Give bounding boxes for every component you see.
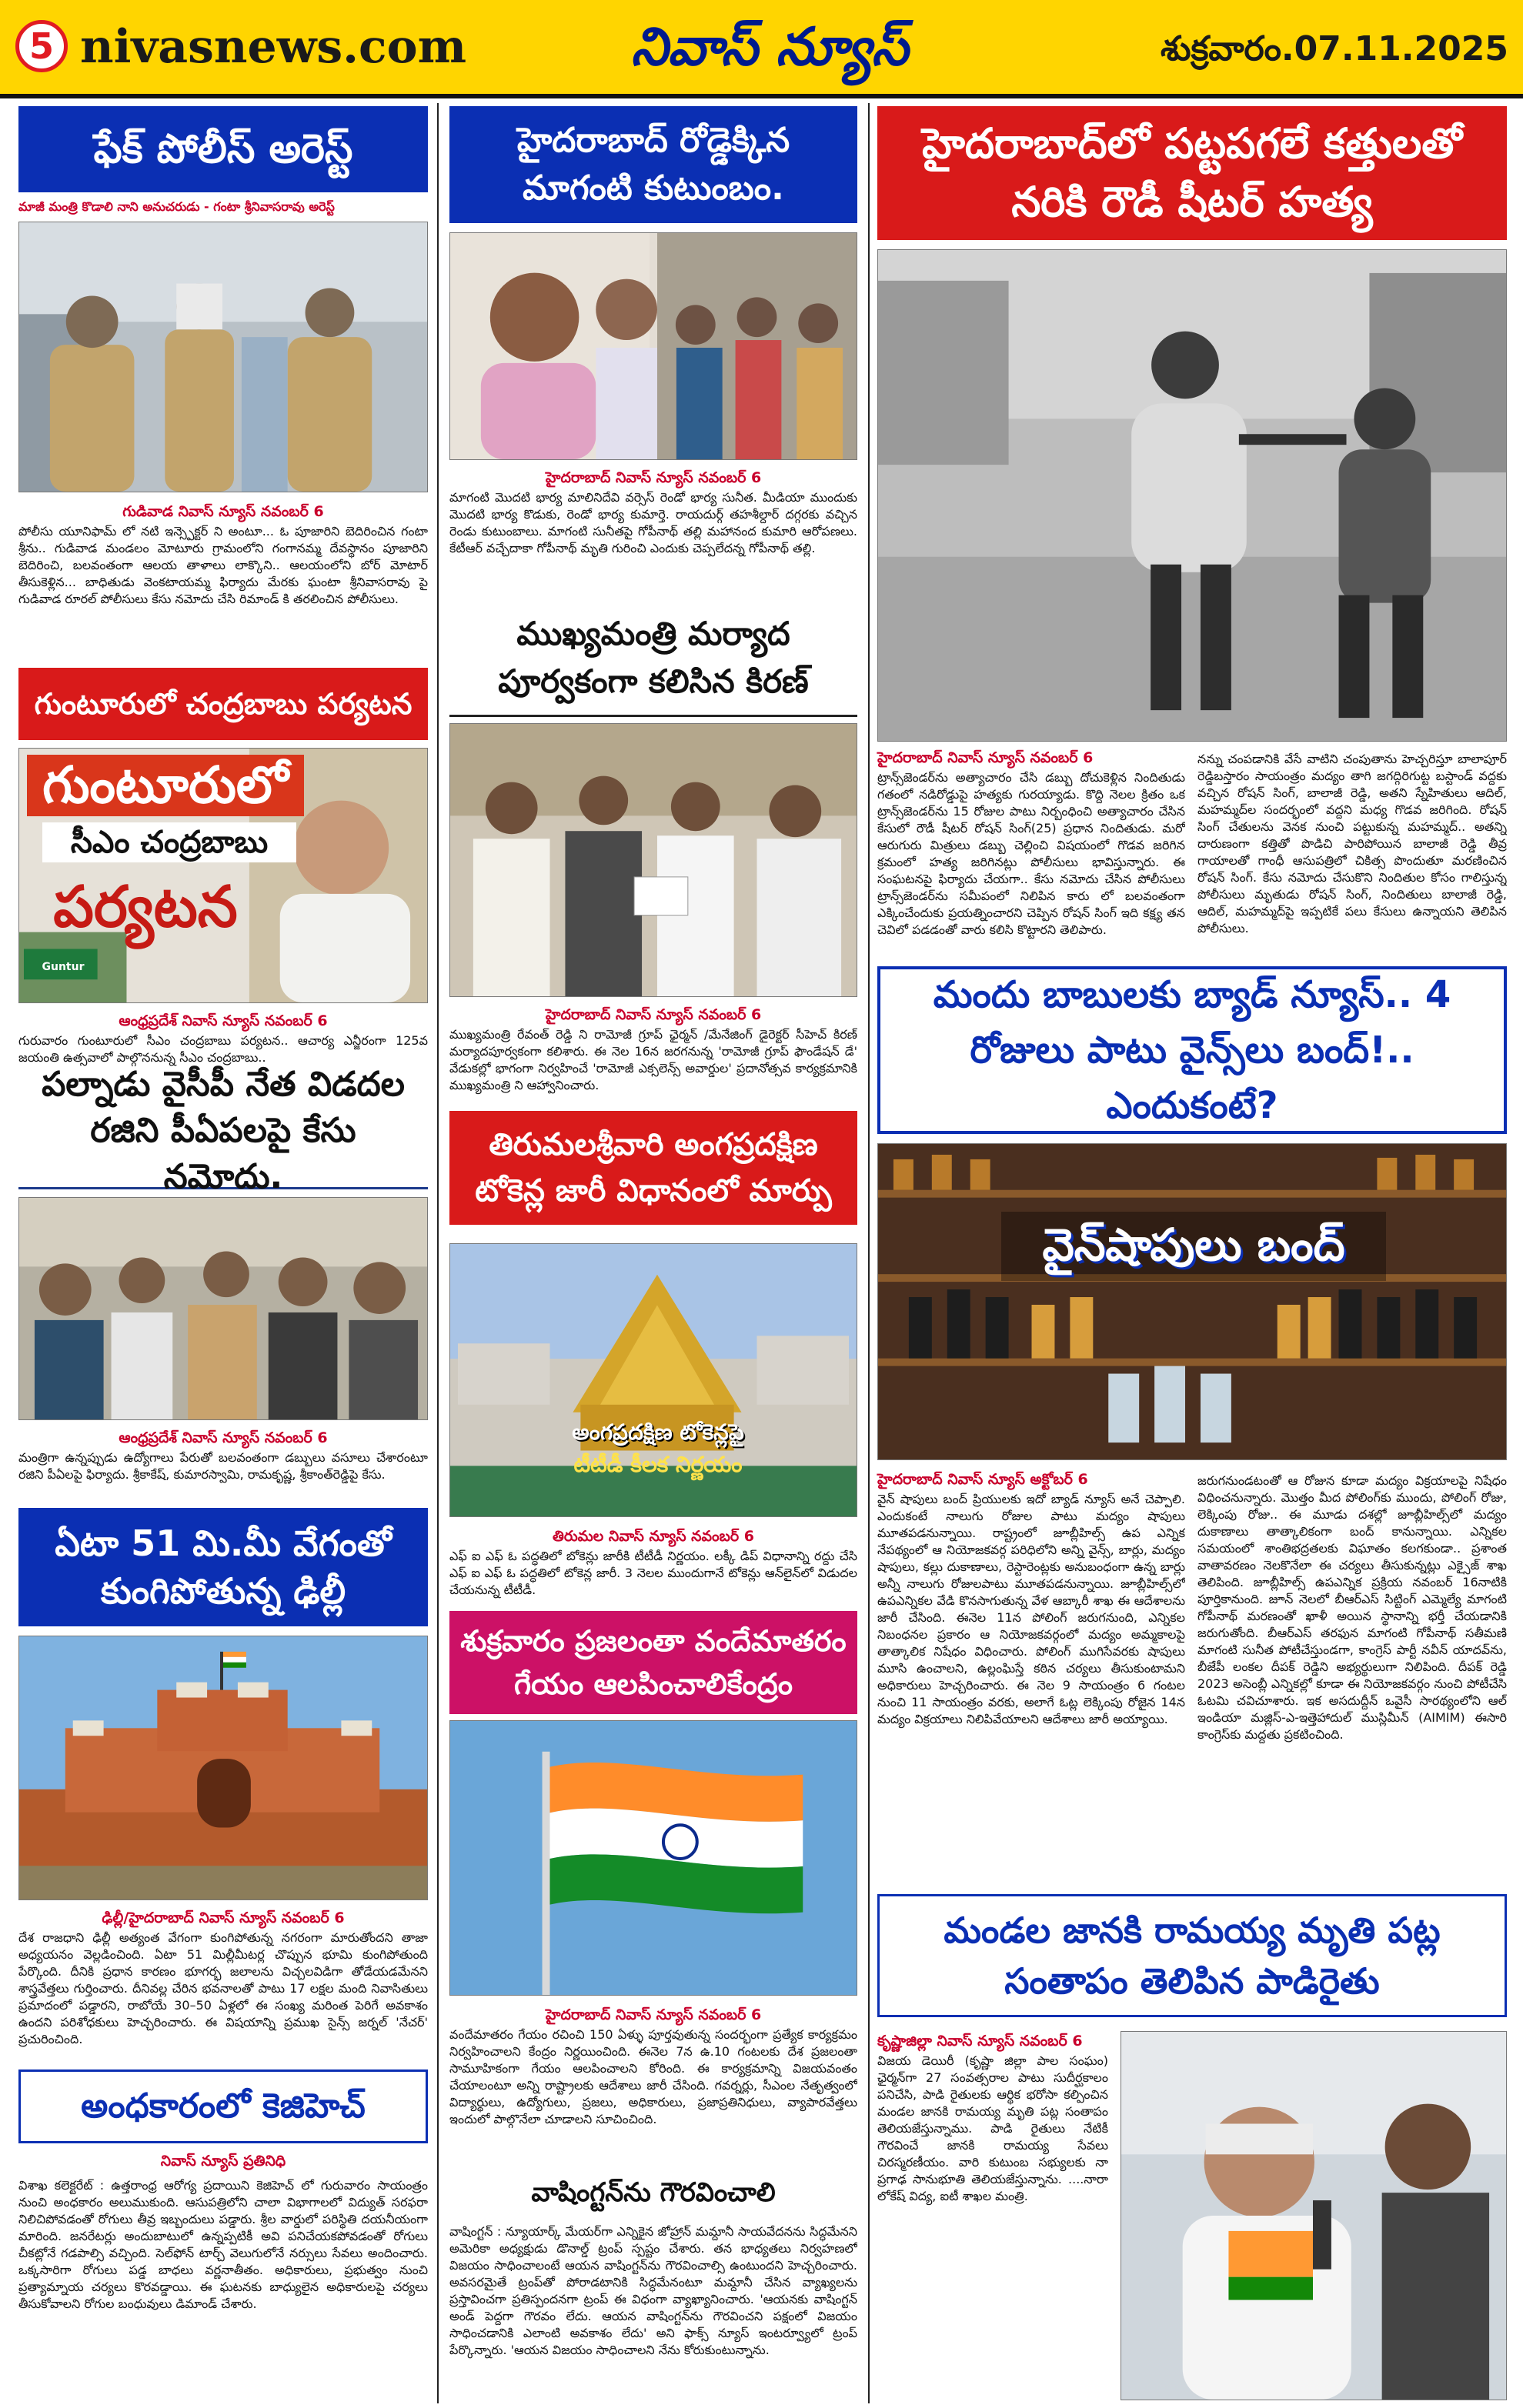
- paper-name-logo: నివాస్ న్యూస్: [630, 17, 909, 78]
- headline-guntur[interactable]: గుంటూరులో చంద్రబాబు పర్యటన: [18, 668, 428, 740]
- photo-text-guntur: గుంటూరులో: [27, 755, 304, 816]
- byline-ramaiah: కృష్ణాజిల్లా నివాస్ న్యూస్ నవంబర్ 6: [877, 2033, 1083, 2049]
- subtitle-fake-police: మాజీ మంత్రి కొడాలి నాని అనుచరుడు - గంటా శ్రీనివాసరావు అరెస్ట్: [18, 199, 335, 214]
- body-kgh: విశాఖ కలెక్టరేట్ : ఉత్తరాంధ్ర ఆరోగ్య ప్రదాయిని కెజిహెచ్ లో గురువారం సాయంత్రం నుంచి అంధకారం అలుముకుంది. ఆసుపత్రిలోని చాలా విభాగాలలో విద్యుత్ సరఫరా నిలిచిపోవడంతో రోగులు తీవ్ర ఇబ్బందులు పడ్డారు. శ్రీల వార్డులో పరిస్థితి దయనీయంగా మారింది. జనరేటర్లు అందుబాటులో ఉన్నప్పటికీ అవి పనిచేయకపోవడంతో రోగులు చీకట్లోనే గడపాల్సి వచ్చింది. సెల్‌ఫోన్ టార్చ్ వెలుగులోనే నర్సులు సేవలు అందించారు. ఒక్కసారిగా రోగులు పడ్డ బాధలు వర్ణనాతీతం. అధికారులు, ప్రభుత్వం నుంచి ప్రత్యామ్నాయ చర్యలు కొరవడ్డాయి. ఈ ఘటనకు బాధ్యులైన అధికారులపై చర్యలు తీసుకోవాలని రోగుల బంధువులు డిమాండ్ చేశారు.: [18, 2178, 428, 2311]
- headline-kgh[interactable]: అంధకారంలో కెజిహెచ్: [18, 2069, 428, 2143]
- body-fake-police: పోలీసు యూనిఫామ్ లో నటి ఇన్స్పెక్టర్ ని అంటూ... ఓ పూజారిని బెదిరించిన గంటా శ్రీను.. గుడివాడ మండలం మోటూరు గ్రామంలోని గంగానమ్మ దేవస్థానం పూజారిని బెదిరించి, బలవంతంగా ఆలయ తాళాలు లాక్కొని.. ఆలయంలోని బోర్ మోటార్ తీసుకెళ్లిన... బాధితుడు వెంకటాయమ్మ ఫిర్యాదు మేరకు ఘంటా శ్రీనివాసరావు పై గుడివాడ రూరల్ పోలీసులు కేసు నమోదు చేసి రిమాండ్ కి తరలించిన పోలీసులు.: [18, 524, 428, 606]
- byline-maganti: హైదరాబాద్ నివాస్ న్యూస్ నవంబర్ 6: [545, 469, 762, 486]
- photo-hyderabad-murder: [877, 249, 1507, 742]
- photo-tirumala: [449, 1243, 857, 1517]
- headline-vandemataram[interactable]: శుక్రవారం ప్రజలంతా వందేమాతరం గేయం ఆలపించాలికేంద్రం: [449, 1611, 857, 1714]
- photo-wineshop: [877, 1143, 1507, 1460]
- column-divider: [437, 103, 439, 2403]
- photo-text-tirumala-1: అంగప్రదక్షిణ టోకెన్లపై: [572, 1419, 744, 1445]
- body-maganti: మాగంటి మొదటి భార్య మాలినిదేవి వర్సెస్ రెండో భార్య సునీత. మీడియా ముందుకు మొదటి భార్య కొడుకు, రెండో భార్య కుమార్తె. రాయదుర్గ్ తహశీల్దార్ దగ్గరకు వచ్చిన రెండు కుటుంబాలు. మాగంటి సునీతపై గోపీనాథ్ తల్లి మహానంద కుమారి ఆరోపణలు. కేటీఆర్ వచ్చేదాకా గోపీనాథ్ మృతి గురించి ఎందుకు చెప్పలేదన్న గోపీనాథ్ తల్లి.: [449, 490, 857, 555]
- body-hyderabad-murder-left: ట్రాన్స్‌జెండర్‌ను అత్యాచారం చేసి డబ్బు దోచుకెళ్లిన నిందితుడు గతంలో నడిరోడ్డుపై హత్యకు గురయ్యాడు. కొద్ది నెలల క్రితం ఒక ట్రాన్స్‌జెండర్‌ను 15 రోజుల పాటు నిర్బంధించి అత్యాచారం చేసిన కేసులో రౌడీ షీటర్ రోషన్ సింగ్(25) ప్రధాన నిందితుడు. మరో ఆరుగురు మిత్రులు డబ్బు చెల్లించి విషయంలో గొడవ జరిగిన క్రమంలో హత్య జరిగినట్లు పోలీసులు భావిస్తున్నారు. ఈ సంఘటనపై ఫిర్యాదు చేయగా.. కేసు నమోదు చేసిన పోలీసులు ట్రాన్స్‌జెండర్‌ను సమీపంలో నిలిపిన కారు లో బలవంతంగా ఎక్కించేందుకు ప్రయత్నించారని చెప్పిన రోషన్ సింగ్ ఇది కక్ష్య తన చెవిలో పడడంతో వారు కలిసి కొట్టారని తెలిపారు.: [877, 770, 1185, 937]
- photo-text-cm: సీఎం చంద్రబాబు: [42, 822, 296, 862]
- headline-wines[interactable]: మందు బాబులకు బ్యాడ్ న్యూస్.. 4 రోజులు పాటు వైన్స్‌లు బంద్!.. ఎందుకంటే?: [877, 966, 1507, 1134]
- issue-date: శుక్రవారం.07.11.2025: [1161, 29, 1508, 68]
- photo-red-fort: [18, 1636, 428, 1900]
- headline-tirumala[interactable]: తిరుమలశ్రీవారి అంగప్రదక్షిణ టోకెన్ల జారీ విధానంలో మార్పు: [449, 1111, 857, 1225]
- page-number-badge: 5: [15, 20, 68, 72]
- headline-palnadu[interactable]: పల్నాడు వైసీపీ నేత విడదల రజిని పీఏపలపై కేసు నమోదు.: [18, 1074, 428, 1189]
- byline-vandemataram: హైదరాబాద్ నివాస్ న్యూస్ నవంబర్ 6: [545, 2006, 762, 2023]
- photo-flag: [449, 1720, 857, 1996]
- headline-hyderabad-murder[interactable]: హైదరాబాద్‌లో పట్టపగలే కత్తులతో నరికి రౌడీ షీటర్ హత్య: [877, 106, 1507, 240]
- photo-text-tirumala-2: టీటీడీ కీలక నిర్ణయం: [573, 1452, 743, 1477]
- headline-kiran[interactable]: ముఖ్యమంత్రి మర్యాద పూర్వకంగా కలిసిన కిరణ్: [449, 600, 857, 717]
- body-hyderabad-murder-right: నన్ను చంపడానికి వేసే వాటిని చంపుతాను హెచ్చరిస్తూ బాలాపూర్ రెడ్డిబస్తారం సాయంత్రం మద్యం తాగి జగద్గిరిగుట్ట బస్టాండ్ వద్దకు వచ్చిన రోషన్ సింగ్, బాలాజీ రెడ్డి, అతని స్నేహితులు ఆదిల్, మహమ్మద్‌ల సందర్భంలో వద్దని మధ్య గొడవ జరిగింది. రోషన్ సింగ్ చేతులను వెనక నుంచి పట్టుకున్న మహమ్మద్.. అతన్ని దారుణంగా కత్తితో పొడిచి పారిపోయిన బాలాజీ రెడ్డి తీవ్ర గాయాలతో గాంధీ ఆసుపత్రిలో చికిత్స పొందుతూ మరణించిన రోషన్ సింగ్. కేసు నమోదు చేసుకొని నిందితుల కోసం గాలిస్తున్న పోలీసులు మృతుడు రోషన్ సింగ్, నిందితులు బాలాజీ రెడ్డి, ఆదిల్, మహమ్మద్‌పై ఇప్పటికే పలు కేసులు ఉన్నాయని తెలిపిన పోలీసులు.: [1197, 752, 1507, 936]
- headline-ramaiah[interactable]: మండల జానకి రామయ్య మృతి పట్ల సంతాపం తెలిపిన పాడిరైతు: [877, 1894, 1507, 2017]
- photo-text-wineshop: వైన్‌షాపులు బంద్: [1001, 1212, 1386, 1281]
- byline-palnadu: ఆంధ్రప్రదేశ్ నివాస్ న్యూస్ నవంబర్ 6: [119, 1429, 328, 1446]
- headline-washington[interactable]: వాషింగ్టన్‌ను గౌరవించాలి: [449, 2168, 857, 2217]
- byline-wines: హైదరాబాద్ నివాస్ న్యూస్ అక్టోబర్ 6: [877, 1471, 1088, 1488]
- body-kiran: ముఖ్యమంత్రి రేవంత్ రెడ్డి ని రామోజీ గ్రూప్ ఛైర్మన్ /మేనేజింగ్ డైరెక్టర్ సీహెచ్ కిరణ్ మర్యాదపూర్వకంగా కలిశారు. ఈ నెల 16న జరగనున్న 'రామోజీ గ్రూప్ ఫౌండేషన్ డే' వేడుకల్లో భాగంగా నిర్వహించే 'రామోజీ ఎక్సలెన్స్ అవార్డుల' ప్రదానోత్సవ కార్యక్రమానికి ముఖ్యమంత్రి ని ఆహ్వానించారు.: [449, 1027, 857, 1092]
- photo-text-tour: పర్యటన: [53, 874, 238, 940]
- byline-delhi: ఢిల్లీ/హైదరాబాద్ నివాస్ న్యూస్ నవంబర్ 6: [102, 1909, 345, 1926]
- headline-fake-police[interactable]: ఫేక్ పోలీస్ అరెస్ట్: [18, 106, 428, 192]
- headline-delhi[interactable]: ఏటా 51 మి.మీ వేగంతో కుంగిపోతున్న ఢిల్లీ: [18, 1508, 428, 1626]
- body-vandemataram: వందేమాతరం గేయం రచించి 150 ఏళ్ళు పూర్తవుతున్న సందర్భంగా ప్రత్యేక కార్యక్రమం నిర్వహించాలని కేంద్రం నిర్ణయించింది. ఈనెల 7న ఉ.10 గంటలకు దేశ ప్రజలంతా సామూహికంగా గేయం ఆలపించాలని కోరింది. ఈ కార్యక్రమాన్ని విజయవంతం చేయాలంటూ అన్ని రాష్ట్రాలకు ఆదేశాలు జారీ చేసింది. గవర్నర్లు, సీఎంల నేతృత్వంలో విద్యార్థులు, ఉద్యోగులు, ప్రజలు, అధికారులు, ప్రజాప్రతినిధులు, వ్యాపారవేత్తలు ఇందులో పాల్గొనేలా చూడాలని సూచించింది.: [449, 2027, 857, 2126]
- body-guntur: గురువారం గుంటూరులో సీఎం చంద్రబాబు పర్యటన.. ఆచార్య ఎన్జీరంగా 125వ జయంతి ఉత్సవాలో పాల్గొననున్న సీఎం చంద్రబాబు..: [18, 1033, 428, 1065]
- photo-palnadu: [18, 1197, 428, 1420]
- byline-guntur: ఆంధ్రప్రదేశ్ నివాస్ న్యూస్ నవంబర్ 6: [119, 1012, 328, 1029]
- photo-kiran: [449, 723, 857, 997]
- site-url-link[interactable]: nivasnews.com: [80, 20, 467, 74]
- headline-maganti[interactable]: హైదరాబాద్ రోడ్డెక్కిన మాగంటి కుటుంబం.: [449, 106, 857, 223]
- byline-kgh: నివాస్ న్యూస్ ప్రతినిధి: [160, 2153, 286, 2170]
- photo-ramaiah: [1121, 2031, 1507, 2400]
- photo-maganti: [449, 232, 857, 460]
- body-palnadu: మంత్రిగా ఉన్నప్పుడు ఉద్యోగాలు పేరుతో బలవంతంగా డబ్బులు వసూలు చేశారంటూ రజిని పీఏలపై ఫిర్యాదు. శ్రీకాకేష్, కుమారస్వామి, రామకృష్ణ, శ్రీకాంత్‌రెడ్డిపై కేసు.: [18, 1450, 428, 1482]
- byline-hyderabad-murder: హైదరాబాద్ నివాస్ న్యూస్ నవంబర్ 6: [877, 749, 1094, 766]
- photo-guntur: [18, 748, 428, 1003]
- body-delhi: దేశ రాజధాని ఢిల్లీ అత్యంత వేగంగా కుంగిపోతున్న నగరంగా మారుతోందని తాజా అధ్యయనం వెల్లడించింది. ఏటా 51 మిల్లీమీటర్ల చొప్పున భూమి కుంగిపోతుంది పేర్కొంది. దీనికి ప్రధాన కారణం భూగర్భ జలాలను విచ్చలవిడిగా తోడేయడమేనని శాస్త్రవేత్తలు గుర్తించారు. దీనివల్ల చేరిన భవనాలతో పాటు 17 లక్షల మంది నివాసితులు ప్రమాదంలో పడ్డారని, రాబోయే 30–50 ఏళ్లలో ఈ సంఖ్య మరింత పెరిగే అవకాశం ఉందని పరిశోధకులు హెచ్చరించారు. ఈ విషయాన్ని ప్రముఖ సైన్స్ జర్నల్ 'నేచర్' ప్రచురించింది.: [18, 1930, 428, 2046]
- column-divider: [868, 103, 870, 2403]
- body-wines-right: జరుగనుండటంతో ఆ రోజున కూడా మద్యం విక్రయాలపై నిషేధం విధించనున్నారు. మొత్తం మీద పోలింగ్‌కు ముందు, పోలింగ్ రోజు, లెక్కింపు రోజు.. ఈ మూడు దశల్లో జూబ్లీహిల్స్‌లో మద్యం దుకాణాలు తాత్కాలికంగా బంద్ కానున్నాయి. ఎన్నికల సమయంలో శాంతిభద్రతలకు విఘాతం కలగకుండా.. ప్రశాంత వాతావరణం నెలకొనేలా ఈ చర్యలు తీసుకున్నట్లు ఎక్సైజ్ శాఖ తెలిపింది. జూబ్లీహిల్స్ ఉపఎన్నిక ప్రక్రియ నవంబర్ 16నాటికి పూర్తికానుంది. జూన్ నెలలో బీఆర్ఎస్ సిట్టింగ్ ఎమ్మెల్యే మాగంటి గోపీనాథ్ మరణంతో ఖాళీ అయిన స్థానాన్ని భర్తీ చేయడానికి జరుగుతోంది. బీఆర్ఎస్ తరఫున మాగంటి గోపీనాథ్ సతీమణి మాగంటి సునీత పోటీచేస్తుండగా, కాంగ్రెస్ పార్టీ నవీన్ యాదవ్‌ను, బీజేపీ లంకల దీపక్ రెడ్డిని అభ్యర్థులుగా నిలిపింది. దీపక్ రెడ్డి 2023 అసెంబ్లీ ఎన్నికల్లో కూడా ఈ నియోజకవర్గం నుంచి పోటీచేసి ఓటమి చవిచూశారు. ఇక అసదుద్దీన్ ఒవైసీ సారథ్యంలోని ఆల్ ఇండియా మజ్లిస్-ఎ-ఇత్తెహాదుల్ ముస్లిమీన్ (AIMIM) ఈసారి కాంగ్రెస్‌కు మద్దతు ప్రకటించింది.: [1197, 1473, 1507, 1742]
- byline-tirumala: తిరుమల నివాస్ న్యూస్ నవంబర్ 6: [552, 1528, 755, 1545]
- photo-fake-police: [18, 222, 428, 492]
- byline-kiran: హైదరాబాద్ నివాస్ న్యూస్ నవంబర్ 6: [545, 1006, 762, 1023]
- masthead: [0, 0, 1523, 98]
- body-washington: వాషింగ్టన్ : న్యూయార్క్ మేయర్‌గా ఎన్నికైన జోహ్రాన్ మమ్దానీ సాయవేదనను సిద్ధమేనని అమెరికా అధ్యక్షుడు డొనాల్డ్ ట్రంప్ స్పష్టం చేశారు. తన భాధ్యతలు నిర్వహణలో విజయం సాధించాలంటే ఆయన వాషింగ్టన్‌ను గౌరవించాల్సి ఉంటుందని హెచ్చరించారు. అవసరమైతే ట్రంప్‌తో పోరాడటానికి సిద్ధమేనంటూ మమ్దానీ చేసిన వ్యాఖ్యలను ప్రస్తావించగా ప్రతిస్పందనగా ట్రంప్ ఈ విధంగా వ్యాఖ్యానించారు. 'ఆయనకు వాషింగ్టన్ అండ్ పెద్దగా గౌరవం లేదు. ఆయన వాషింగ్టన్‌ను గౌరవించని పక్షంలో విజయం సాధించడానికి ఎలాంటి అవకాశం లేదు' అని ఫాక్స్ న్యూస్ ఇంటర్వ్యూలో ట్రంప్ పేర్కొన్నారు. 'ఆయన విజయం సాధించాలని నేను కోరుకుంటున్నాను.: [449, 2224, 857, 2357]
- byline-fake-police: గుడివాడ నివాస్ న్యూస్ నవంబర్ 6: [122, 503, 324, 520]
- body-tirumala: ఎఫ్ ఐ ఎఫ్ ఓ పద్ధతిలో బోకెన్లు జారీకి టీటీడీ నిర్ణయం. లక్కీ డిప్ విధానాన్ని రద్దు చేసి ఎఫ్ ఐ ఎఫ్ ఓ పద్ధతిలో టోకెన్ల జారీ. 3 నెలల ముందుగానే టోకెన్లు ఆన్‌లైన్‌లో విడుదల చేయనున్న టీటీడీ.: [449, 1549, 857, 1597]
- body-ramaiah: విజయ డెయిరీ (కృష్ణా జిల్లా పాల సంఘం) ఛైర్మన్‌గా 27 సంవత్సరాల పాటు సుదీర్ఘకాలం పనిచేసి, పాడి రైతులకు ఆర్థిక భరోసా కల్పించిన మండల జానకి రామయ్య మృతి పట్ల సంతాపం తెలియజేస్తున్నాము. పాడి రైతులు నేటికీ గౌరవించే జానకి రామయ్య సేవలు చిరస్మరణీయం. వారి కుటుంబ సభ్యులకు నా ప్రగాఢ సానుభూతి తెలియజేస్తున్నాను. ....నారా లోకేష్ విద్య, ఐటీ శాఖల మంత్రి.: [877, 2053, 1108, 2203]
- photo-signboard: Guntur: [42, 961, 85, 973]
- body-wines-left: వైన్ షాపులు బంద్ ప్రియులకు ఇదో బ్యాడ్ న్యూస్ అనే చెప్పాలి. ఎందుకంటే నాలుగు రోజుల పాటు మద్యం షాపులు మూతపడనున్నాయి. రాష్ట్రంలో జూబ్లీహిల్స్ ఉప ఎన్నిక నేపథ్యంలో ఆ నియోజకవర్గ పరిధిలోని అన్ని వైన్స్, బార్లు, మద్యం షాపులు, కల్లు దుకాణాలు, రెస్టారెంట్లకు అనుబంధంగా ఉన్న బార్లు అన్నీ నాలుగు రోజులపాటు మూతపడనున్నాయి. జూబ్లీహిల్స్‌లో ఉపఎన్నికల వేడి కొనసాగుతున్న వేళ ఆబ్కారీ శాఖ ఈ ఆదేశాలను జారీ చేసింది. ఈనెల 11న పోలింగ్ జరుగనుంది, ఎన్నికల నిబంధనల ప్రకారం ఆ నియోజకవర్గంలో మద్యం అమ్మకాలపై తాత్కాలిక నిషేధం విధించారు. పోలింగ్ ముగిసేవరకు షాపులు మూసి ఉంచాలని, ఉల్లంఘిస్తే కఠిన చర్యలు తీసుకుంటామని అధికారులు హెచ్చరించారు. ఈ నెల 9 సాయంత్రం 6 గంటల నుంచి 11 సాయంత్రం వరకు, అలాగే ఓట్ల లెక్కింపు రోజైన 14న మద్యం విక్రయాలు నిలిపివేయాలని ఆదేశాలు జారీ అయ్యాయి.: [877, 1492, 1185, 1726]
